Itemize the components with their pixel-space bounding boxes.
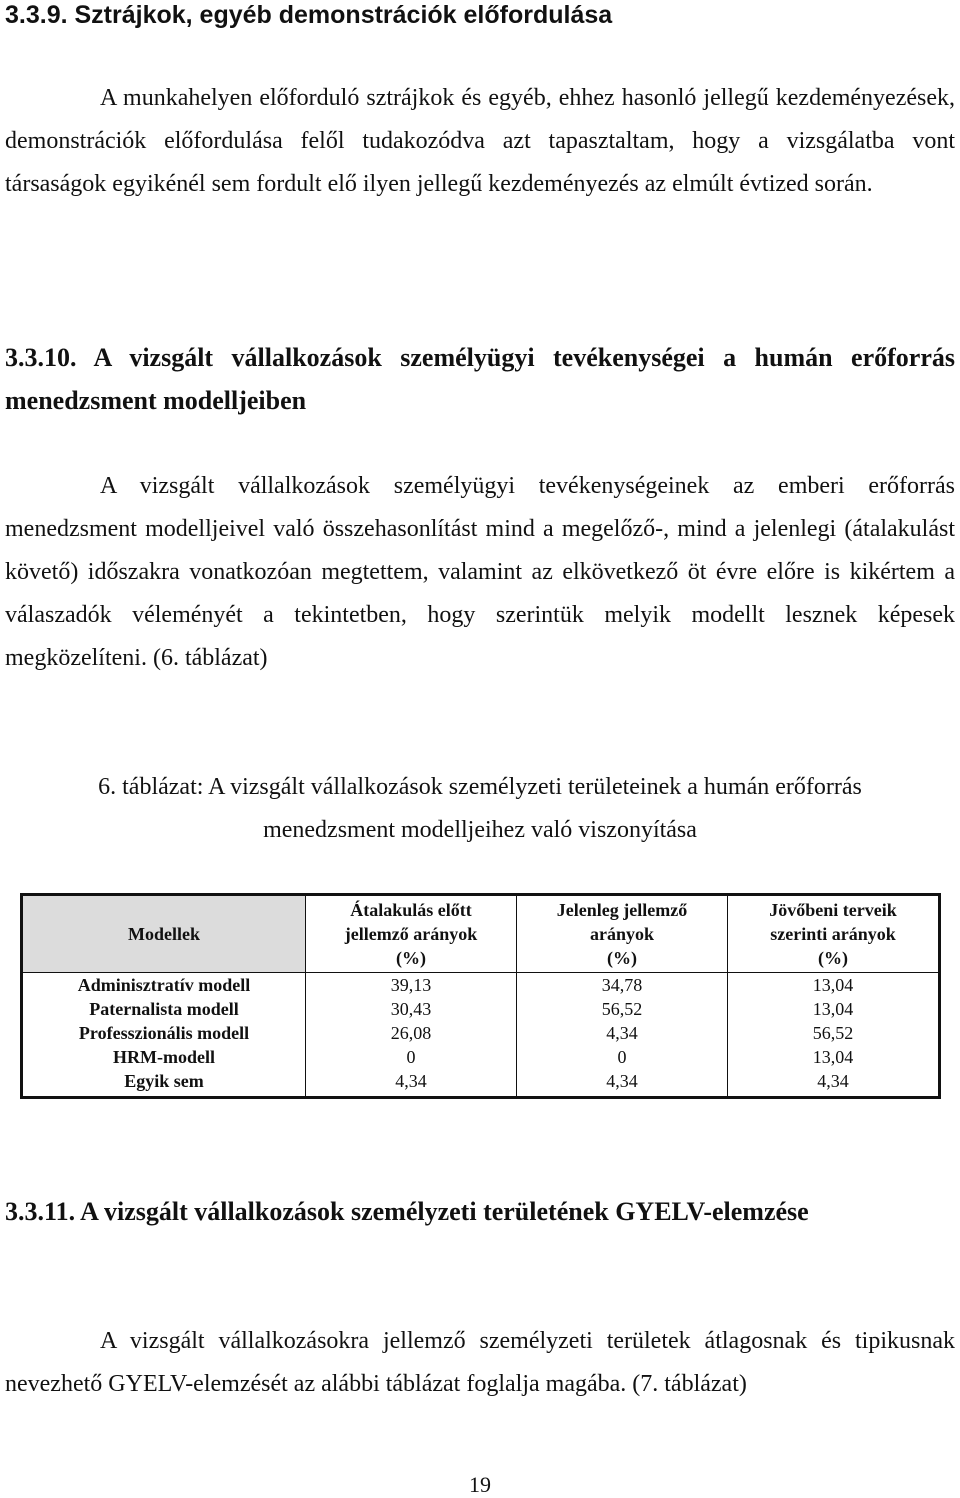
- section-heading-3-3-9: 3.3.9. Sztrájkok, egyéb demonstrációk előfordulása: [5, 1, 613, 29]
- header-future-plans: Jövőbeni terveik szerinti arányok (%): [728, 896, 939, 973]
- row-current-value: 56,52: [517, 997, 728, 1021]
- row-future-value: 13,04: [812, 975, 854, 995]
- row-before-value: 26,08: [306, 1021, 517, 1045]
- table-row: [23, 973, 938, 998]
- header-current: Jelenleg jellemző arányok (%): [517, 896, 728, 973]
- paragraph-gyelv: A vizsgált vállalkozásokra jellemző személyzeti területek átlagosnak és tipikusnak nevezhető GYELV-elemzését az alábbi táblázat foglalja magába. (7. táblázat): [5, 1328, 955, 1397]
- table-row: [23, 997, 938, 1021]
- header-before-transformation: Átalakulás előtt jellemző arányok (%): [306, 896, 517, 973]
- row-model-name: Professzionális modell: [23, 1021, 306, 1045]
- table-header-row: [23, 896, 938, 973]
- row-before-value: 4,34: [306, 1069, 517, 1096]
- table-row: [23, 1069, 938, 1096]
- row-current-value: 4,34: [517, 1069, 728, 1096]
- page-number: 19: [469, 1472, 491, 1497]
- row-before-value: 30,43: [306, 997, 517, 1021]
- header-models: Modellek: [23, 896, 306, 973]
- section-heading-3-3-11: 3.3.11. A vizsgált vállalkozások személyzeti területének GYELV-elemzése: [5, 1197, 809, 1226]
- table-row: [23, 1021, 938, 1045]
- hrm-models-table: [20, 893, 941, 1099]
- row-current-value: 4,34: [517, 1021, 728, 1045]
- section-heading-3-3-10: 3.3.10. A vizsgált vállalkozások személyügyi tevékenységei a humán erőforrás menedzsment modelljeiben: [5, 343, 955, 415]
- paragraph-strikes: A munkahelyen előforduló sztrájkok és egyéb, ehhez hasonló jellegű kezdeményezések, demonstrációk előfordulása felől tudakozódva azt tapasztaltam, hogy a vizsgálatba vont társaságok egyikénél sem fordult elő ilyen jellegű kezdeményezés az elmúlt évtized során.: [5, 85, 955, 197]
- row-future-value: 13,04: [812, 1047, 854, 1067]
- paragraph-hrm-models: A vizsgált vállalkozások személyügyi tevékenységeinek az emberi erőforrás menedzsment modelljeivel való összehasonlítást mind a megelőző-, mind a jelenlegi (átalakulást követő) időszakra vonatkozóan megtettem, valamint az elkövetkező öt évre előre is kikértem a válaszadók véleményét a tekintetben, hogy szerintük melyik modellt lesznek képesek megközelíteni. (6. táblázat): [5, 473, 955, 671]
- row-model-name: Egyik sem: [23, 1069, 306, 1096]
- row-model-name: Paternalista modell: [23, 997, 306, 1021]
- table-row: [23, 1045, 938, 1069]
- table-caption-line-2: menedzsment modelljeihez való viszonyítása: [263, 817, 697, 843]
- row-before-value: 39,13: [306, 973, 517, 998]
- table-caption-line-1: 6. táblázat: A vizsgált vállalkozások személyzeti területeinek a humán erőforrás: [98, 774, 862, 800]
- row-future-value: 56,52: [812, 1023, 854, 1043]
- row-before-value: 0: [306, 1045, 517, 1069]
- row-model-name: HRM-modell: [23, 1045, 306, 1069]
- row-current-value: 0: [517, 1045, 728, 1069]
- table-caption: [5, 766, 955, 852]
- row-current-value: 34,78: [517, 973, 728, 998]
- row-future-value: 4,34: [817, 1071, 849, 1091]
- row-future-value: 13,04: [812, 999, 854, 1019]
- row-model-name: Adminisztratív modell: [23, 973, 306, 998]
